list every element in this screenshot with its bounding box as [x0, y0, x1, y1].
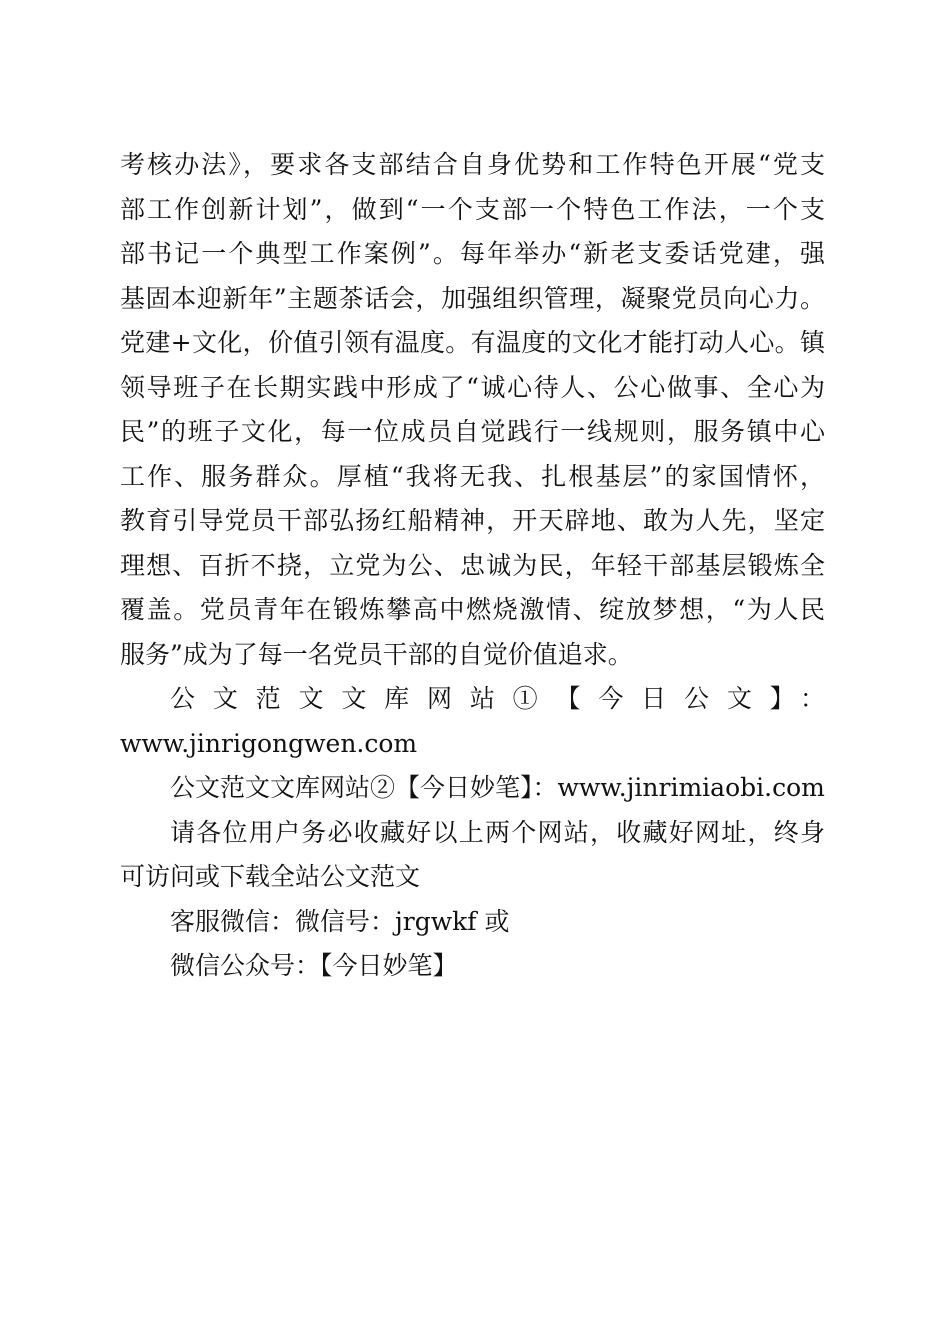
service-wechat-line: 客服微信：微信号：jrgwkf 或 — [170, 907, 510, 936]
notice-line-1: 请各位用户务必收藏好以上两个网站，收藏好网址，终身 — [170, 818, 825, 847]
body-line-9: 教育引导党员干部弘扬红船精神，开天辟地、敢为人先，坚定 — [120, 506, 825, 535]
body-line-2: 部工作创新计划”，做到“一个支部一个特色工作法，一个支 — [120, 195, 825, 224]
site1-url[interactable]: www.jinrigongwen.com — [120, 729, 418, 758]
body-line-7: 民”的班子文化，每一位成员自觉践行一线规则，服务镇中心 — [120, 417, 825, 446]
notice-line-2: 可访问或下载全站公文范文 — [120, 862, 421, 891]
body-line-8: 工作、服务群众。厚植“我将无我、扎根基层”的家国情怀， — [120, 462, 825, 491]
body-line-12: 服务”成为了每一名党员干部的自觉价值追求。 — [120, 640, 633, 669]
official-account-line: 微信公众号：【今日妙笔】 — [170, 951, 458, 980]
body-line-6: 领导班子在长期实践中形成了“诚心待人、公心做事、全心为 — [120, 373, 825, 402]
site1-line: 公文范文文库网站①【今日公文】： — [170, 684, 825, 713]
body-line-4: 基固本迎新年”主题茶话会，加强组织管理，凝聚党员向心力。 — [120, 284, 825, 313]
site2-line: 公文范文文库网站②【今日妙笔】：www.jinrimiaobi.com — [170, 773, 825, 802]
body-line-1: 考核办法》，要求各支部结合自身优势和工作特色开展“党支 — [120, 150, 825, 179]
body-line-3: 部书记一个典型工作案例”。每年举办“新老支委话党建，强 — [120, 239, 825, 268]
body-line-10: 理想、百折不挠，立党为公、忠诚为民，年轻干部基层锻炼全 — [120, 551, 825, 580]
body-line-11: 覆盖。党员青年在锻炼攀高中燃烧激情、绽放梦想，“为人民 — [120, 595, 825, 624]
body-line-5: 党建+文化，价值引领有温度。有温度的文化才能打动人心。镇 — [120, 328, 825, 357]
